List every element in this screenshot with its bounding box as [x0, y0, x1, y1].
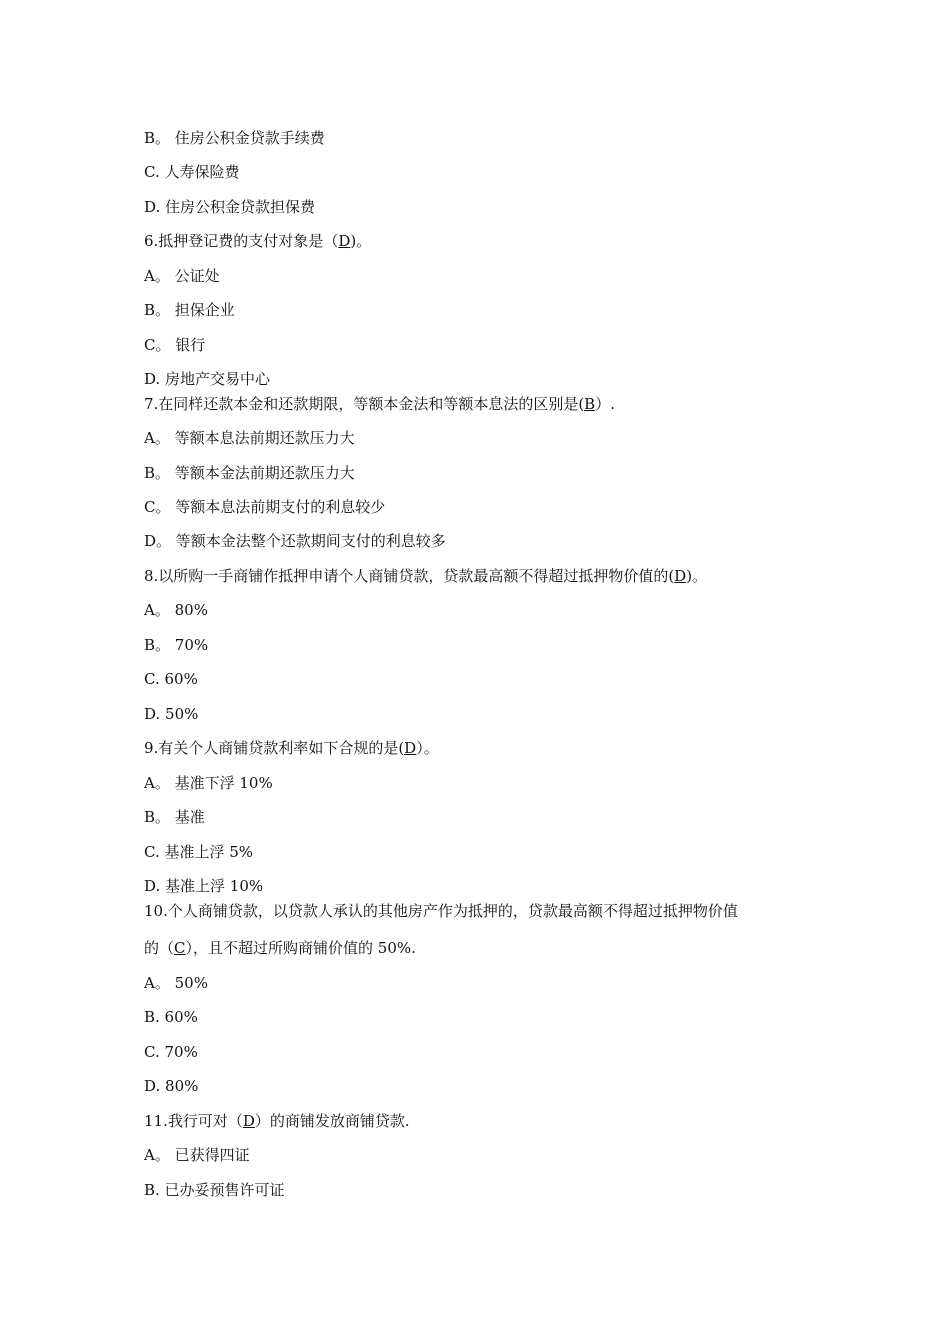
- question-text: [144, 394, 615, 414]
- line-text: C。 等额本息法前期支付的利息较少: [144, 498, 386, 516]
- line-text: B。 等额本金法前期还款压力大: [144, 464, 355, 482]
- line-text: B。 基准: [144, 808, 205, 826]
- question-text: [144, 901, 738, 921]
- question-text: [144, 566, 707, 586]
- line-text: D. 50%: [144, 705, 199, 723]
- line-text: 11.我行可对（: [144, 1112, 243, 1130]
- line-text: D。 等额本金法整个还款期间支付的利息较多: [144, 532, 446, 550]
- line-text: )。: [350, 232, 372, 250]
- text-line: [144, 463, 355, 483]
- answer-letter: C: [174, 939, 186, 957]
- text-line: [144, 162, 239, 182]
- line-text: C. 基准上浮 5%: [144, 843, 254, 861]
- line-text: B。 住房公积金贷款手续费: [144, 129, 325, 147]
- text-line: [144, 266, 220, 286]
- line-text: A。 已获得四证: [144, 1146, 250, 1164]
- text-line: [144, 428, 355, 448]
- line-text: B。 70%: [144, 636, 209, 654]
- question-text: [144, 231, 371, 251]
- text-line: [144, 773, 273, 793]
- line-text: B. 60%: [144, 1008, 198, 1026]
- line-text: D. 基准上浮 10%: [144, 877, 264, 895]
- line-text: B。 担保企业: [144, 301, 235, 319]
- line-text: C. 人寿保险费: [144, 163, 240, 181]
- text-line: [144, 531, 446, 551]
- line-text: D. 房地产交易中心: [144, 370, 271, 388]
- question-text: [144, 1111, 410, 1131]
- line-text: 7.在同样还款本金和还款期限，等额本金法和等额本息法的区别是(: [144, 395, 585, 413]
- line-text: B. 已办妥预售许可证: [144, 1181, 285, 1199]
- text-line: [144, 938, 416, 958]
- answer-letter: D: [404, 739, 417, 757]
- line-text: A。 基准下浮 10%: [144, 774, 273, 792]
- line-text: ），且不超过所购商铺价值的 50%.: [185, 939, 416, 957]
- answer-letter: D: [674, 567, 687, 585]
- text-line: [144, 807, 205, 827]
- text-line: [144, 704, 198, 724]
- answer-letter: B: [584, 395, 596, 413]
- question-text: [144, 738, 439, 758]
- text-line: [144, 369, 270, 389]
- text-line: [144, 973, 208, 993]
- text-line: [144, 1180, 285, 1200]
- text-line: [144, 128, 325, 148]
- text-line: [144, 600, 208, 620]
- text-line: [144, 876, 263, 896]
- text-line: [144, 1042, 198, 1062]
- line-text: C. 70%: [144, 1043, 198, 1061]
- line-text: 的（: [144, 939, 175, 957]
- text-line: [144, 669, 198, 689]
- text-line: [144, 1076, 198, 1096]
- line-text: D. 住房公积金贷款担保费: [144, 198, 316, 216]
- line-text: 8.以所购一手商铺作抵押申请个人商铺贷款，贷款最高额不得超过抵押物价值的(: [144, 567, 675, 585]
- line-text: ）的商铺发放商铺贷款.: [254, 1112, 410, 1130]
- answer-letter: D: [242, 1112, 255, 1130]
- line-text: 10.个人商铺贷款，以贷款人承认的其他房产作为抵押的，贷款最高额不得超过抵押物价值: [144, 902, 738, 920]
- text-line: [144, 197, 315, 217]
- line-text: 6.抵押登记费的支付对象是（: [144, 232, 339, 250]
- line-text: C. 60%: [144, 670, 198, 688]
- line-text: A。 等额本息法前期还款压力大: [144, 429, 355, 447]
- line-text: C。 银行: [144, 336, 206, 354]
- line-text: ）.: [595, 395, 615, 413]
- line-text: D. 80%: [144, 1077, 199, 1095]
- line-text: )。: [686, 567, 708, 585]
- text-line: [144, 1007, 198, 1027]
- line-text: 9.有关个人商铺贷款利率如下合规的是(: [144, 739, 405, 757]
- line-text: A。 80%: [144, 601, 208, 619]
- answer-letter: D: [338, 232, 351, 250]
- text-line: [144, 1145, 250, 1165]
- text-line: [144, 335, 205, 355]
- line-text: ）。: [416, 739, 439, 757]
- text-line: [144, 300, 235, 320]
- text-line: [144, 842, 253, 862]
- line-text: A。 公证处: [144, 267, 220, 285]
- line-text: A。 50%: [144, 974, 208, 992]
- text-line: [144, 635, 208, 655]
- text-line: [144, 497, 385, 517]
